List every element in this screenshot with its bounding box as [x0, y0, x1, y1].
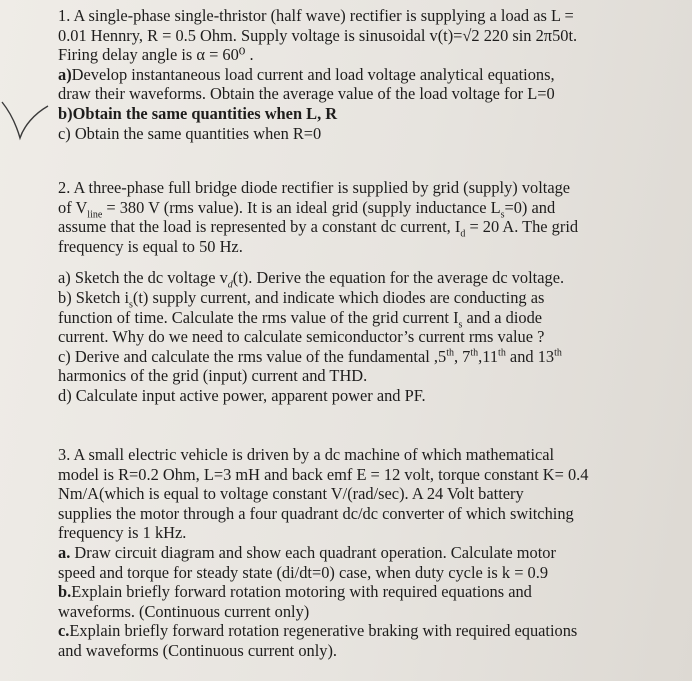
th-superscript-5: th [446, 347, 454, 359]
problem-3-line-3: Nm/A(which is equal to voltage constant V/(rad/sec). A 24 Volt battery [58, 484, 524, 504]
problem-2-line-3 [58, 217, 658, 240]
problem-3-part-b-line-1 [58, 582, 658, 602]
problem-2-part-d: d) Calculate input active power, apparent power and PF. [58, 385, 426, 405]
problem-2-part-a-pre: a) Sketch the dc voltage v [58, 268, 228, 288]
problem-3-part-b-label: b. [58, 582, 72, 602]
problem-3-line-2: model is R=0.2 Ohm, L=3 mH and back emf E = 12 volt, torque constant K= 0.4 [58, 464, 589, 484]
th-superscript-13: th [554, 347, 562, 359]
id-subscript: d [460, 228, 466, 240]
problem-2-line-4: frequency is equal to 50 Hz. [58, 236, 243, 256]
problem-2-line-3-pre: assume that the load is represented by a constant dc current, I [58, 217, 461, 237]
ls-subscript: s [500, 208, 505, 220]
problem-2-part-b-line-2 [58, 308, 658, 328]
v-line-subscript: line [87, 208, 103, 220]
problem-2-line-1: 2. A three-phase full bridge diode rectifier is supplied by grid (supply) voltage [58, 178, 571, 197]
problem-2-line-2-end: =0) and [504, 197, 556, 217]
problem-2-line-3-post: = 20 A. The grid [465, 217, 579, 237]
problem-1-part-c: c) Obtain the same quantities when R=0 [58, 123, 322, 143]
problem-3-part-a-label: a. [58, 542, 71, 562]
problem-2-line-2-pre: of V [58, 197, 88, 217]
problem-3-line-4: supplies the motor through a four quadrant dc/dc converter of which switching [58, 503, 574, 523]
problem-1-part-a-label: a) [58, 64, 72, 84]
vd-subscript: d [227, 279, 233, 291]
problem-2-part-c-line-1 [58, 347, 658, 367]
problem-1-line-2: 0.01 Hennry, R = 0.5 Ohm. Supply voltage is sinusoidal v(t)=√2 220 sin 2π50t. [58, 25, 578, 45]
th-superscript-7: th [470, 347, 479, 359]
problem-2-part-b-line-2-post: and a diode [462, 307, 543, 327]
problem-1-part-b: b)Obtain the same quantities when L, R [58, 103, 338, 123]
problem-3-line-1: 3. A small electric vehicle is driven by a dc machine of which mathematical [58, 445, 555, 464]
problem-2-line-2 [58, 198, 658, 218]
problem-2-part-b-pre: b) Sketch i [58, 287, 130, 307]
problem-2-part-b-post: (t) supply current, and indicate which diodes are conducting as [132, 287, 545, 307]
problem-3-part-c-line-2: and waveforms (Continuous current only). [58, 640, 338, 660]
problem-2-part-c-eleven: ,11 [478, 346, 499, 366]
problem-1-part-a-line-2: draw their waveforms. Obtain the average value of the load voltage for L=0 [58, 84, 555, 104]
problem-1-part-a-text: Develop instantaneous load current and load voltage analytical equations, [71, 64, 555, 84]
problem-3-part-c-text: Explain briefly forward rotation regenerative braking with required equations [69, 621, 578, 641]
problem-2-part-a-post: (t). Derive the equation for the average dc voltage. [232, 268, 565, 288]
problem-3-part-a-text: Draw circuit diagram and show each quadrant operation. Calculate motor [70, 542, 556, 562]
problem-3-part-b-line-2: waveforms. (Continuous current only) [58, 601, 310, 621]
is-subscript: s [129, 299, 133, 311]
problem-3-part-c-line-1 [58, 621, 658, 641]
th-superscript-11: th [498, 347, 506, 359]
problem-3-part-a-line-2: speed and torque for steady state (di/dt=0) case, when duty cycle is k = 0.9 [58, 562, 549, 582]
problem-2-part-b-line-3: current. Why do we need to calculate semiconductor’s current rms value ? [58, 327, 545, 347]
problem-2-part-c-pre: c) Derive and calculate the rms value of the fundamental ,5 [58, 346, 447, 366]
problem-3-part-b-text: Explain briefly forward rotation motoring with required equations and [71, 582, 532, 602]
problem-3 [58, 445, 658, 661]
handwritten-check-mark [0, 98, 60, 158]
problem-3-part-a-line-1 [58, 543, 658, 563]
problem-1-line-1: 1. A single-phase single-thristor (half wave) rectifier is supplying a load as L = [58, 6, 574, 25]
problem-3-part-c-label: c. [58, 621, 70, 641]
problem-2-part-c-seven: , 7 [453, 346, 471, 366]
problem-2 [58, 178, 658, 406]
problem-2-part-b-line-1 [58, 287, 658, 311]
problem-3-line-5: frequency is 1 kHz. [58, 523, 187, 543]
problem-2-part-c-thirteen: and 13 [505, 346, 555, 366]
Is-subscript: s [458, 318, 463, 330]
problem-1-part-a-line-1 [58, 65, 658, 85]
problem-1-line-3: Firing delay angle is α = 60⁰ . [58, 45, 254, 65]
problem-1 [58, 6, 658, 143]
problem-2-part-c-line-2: harmonics of the grid (input) current and THD. [58, 366, 368, 386]
problem-2-part-b-line-2-pre: function of time. Calculate the rms value of the grid current I [58, 307, 459, 327]
problem-2-part-a [58, 268, 658, 291]
problem-2-line-2-post: = 380 V (rms value). It is an ideal grid (supply inductance L [102, 197, 501, 217]
